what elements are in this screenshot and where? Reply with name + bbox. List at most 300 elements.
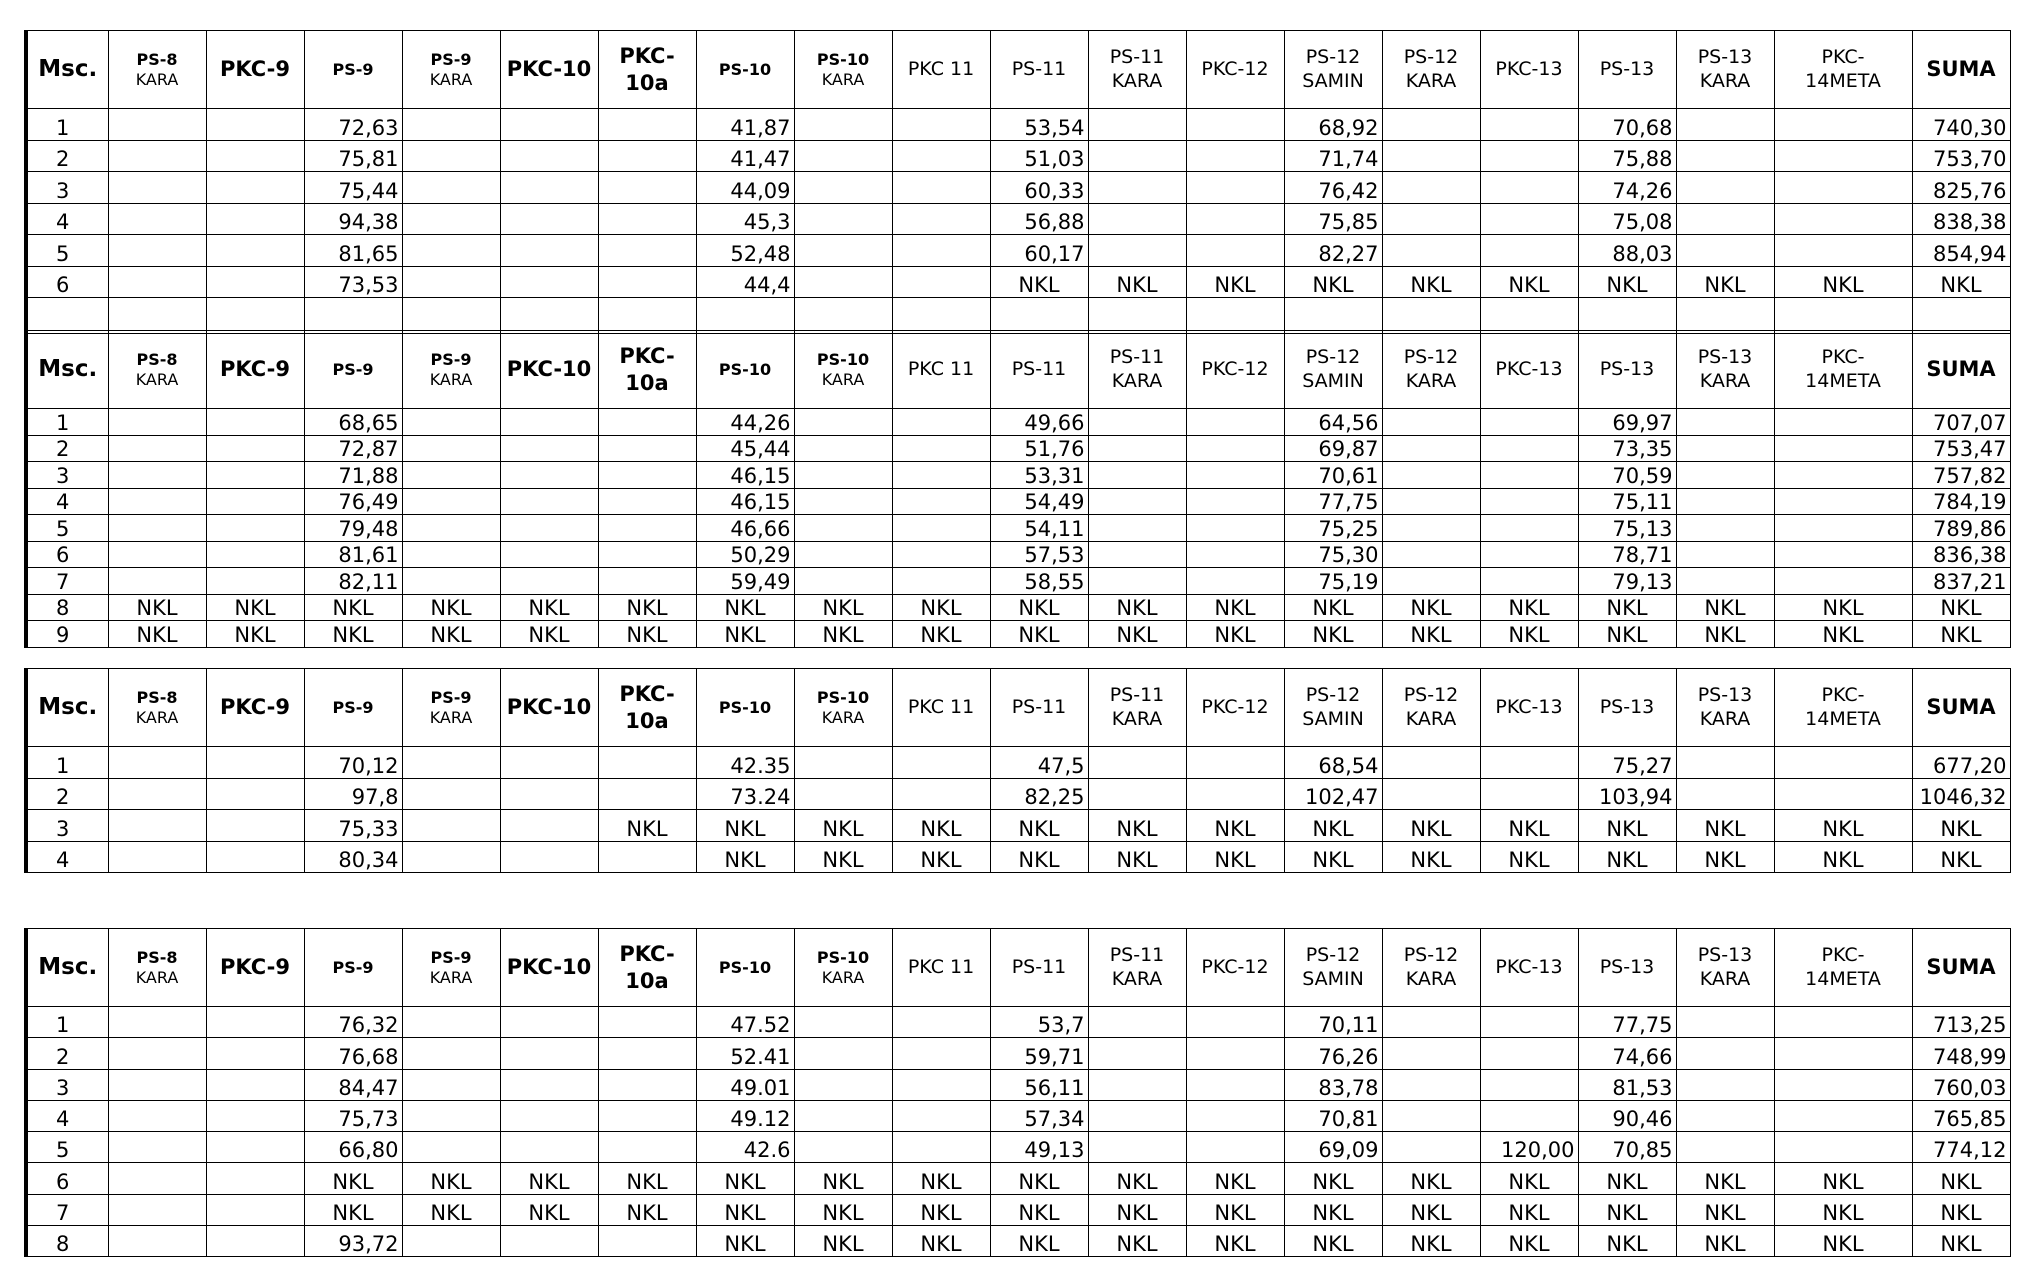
table-cell <box>892 515 990 542</box>
column-header-line2: 14META <box>1805 69 1881 92</box>
table-cell: NKL <box>696 810 794 842</box>
table-cell <box>1480 462 1578 489</box>
table-cell <box>598 541 696 568</box>
table-cell <box>108 1100 206 1131</box>
table-cell <box>402 515 500 542</box>
column-header-line1: PS-12 <box>1403 45 1459 68</box>
table-cell: 70,12 <box>304 747 402 779</box>
table-cell: 836,38 <box>1912 541 2010 568</box>
table-cell: 82,11 <box>304 568 402 595</box>
table-cell: NKL <box>1186 1226 1284 1257</box>
table-cell: 82,27 <box>1284 235 1382 267</box>
table-cell <box>1186 488 1284 515</box>
table-cell: NKL <box>402 1194 500 1225</box>
column-header <box>892 331 990 409</box>
table-cell <box>1774 203 1912 235</box>
table-cell: 677,20 <box>1912 747 2010 779</box>
table-cell <box>892 568 990 595</box>
table-cell <box>794 172 892 204</box>
table-cell <box>1088 1007 1186 1038</box>
table-cell <box>1774 1069 1912 1100</box>
table-body <box>26 109 2010 334</box>
table-cell: NKL <box>990 1226 1088 1257</box>
table-cell <box>1088 1100 1186 1131</box>
table-cell <box>1774 109 1912 141</box>
table-cell: 46,15 <box>696 462 794 489</box>
table-cell: NKL <box>1284 810 1382 842</box>
blank-cell <box>1284 298 1382 334</box>
row-number: 1 <box>26 747 108 779</box>
column-header-line2: KARA <box>135 369 179 389</box>
table-cell <box>1088 172 1186 204</box>
table-cell <box>1186 515 1284 542</box>
table-cell: NKL <box>1186 594 1284 621</box>
table-cell <box>794 1100 892 1131</box>
column-header-line1: PKC-9 <box>220 695 290 720</box>
column-header-line1: PS-9 <box>332 697 374 717</box>
table-row <box>26 435 2010 462</box>
table-cell: NKL <box>598 1194 696 1225</box>
table-cell <box>1676 435 1774 462</box>
table-cell: NKL <box>794 621 892 648</box>
table-cell <box>1774 541 1912 568</box>
table-body <box>26 747 2010 873</box>
table-cell <box>598 1226 696 1257</box>
table-cell <box>1774 435 1912 462</box>
table-row <box>26 594 2010 621</box>
column-header <box>304 669 402 747</box>
blank-cell <box>26 298 108 334</box>
table-cell: 51,76 <box>990 435 1088 462</box>
column-header-line1: SUMA <box>1926 695 1996 720</box>
table-cell <box>1382 140 1480 172</box>
table-cell: NKL <box>304 1194 402 1225</box>
table-cell: 46,66 <box>696 515 794 542</box>
table-cell: NKL <box>1088 594 1186 621</box>
table-cell: NKL <box>206 594 304 621</box>
column-header <box>696 669 794 747</box>
table-cell: 71,88 <box>304 462 402 489</box>
table-cell <box>500 1100 598 1131</box>
table-cell <box>892 747 990 779</box>
table-cell <box>1382 203 1480 235</box>
table-cell <box>108 462 206 489</box>
table-row <box>26 1069 2010 1100</box>
column-header-line1: PS-12 <box>1305 943 1361 966</box>
table-cell: NKL <box>206 621 304 648</box>
column-header <box>1088 929 1186 1007</box>
table-cell <box>1382 409 1480 436</box>
blank-cell <box>1912 298 2010 334</box>
table-cell: NKL <box>1774 1194 1912 1225</box>
table-cell: 70,59 <box>1578 462 1676 489</box>
table-cell: 70,85 <box>1578 1132 1676 1163</box>
column-header-line1: PS-12 <box>1305 345 1361 368</box>
table-cell <box>206 1194 304 1225</box>
column-header <box>990 669 1088 747</box>
column-header <box>1774 669 1912 747</box>
table-cell: NKL <box>1774 1226 1912 1257</box>
header-row <box>26 31 2010 109</box>
table-cell <box>1088 462 1186 489</box>
column-header <box>26 929 108 1007</box>
table-cell <box>1088 488 1186 515</box>
column-header <box>1284 669 1382 747</box>
table-cell: NKL <box>1480 841 1578 873</box>
table-cell <box>892 266 990 298</box>
column-header-line2: KARA <box>1405 369 1457 392</box>
table-cell: 837,21 <box>1912 568 2010 595</box>
table-cell: 102,47 <box>1284 778 1382 810</box>
column-header-line2: KARA <box>1699 369 1751 392</box>
table-cell <box>402 462 500 489</box>
table-cell: 83,78 <box>1284 1069 1382 1100</box>
column-header-line1: Msc. <box>38 356 98 383</box>
table-cell <box>892 778 990 810</box>
table-cell <box>1774 515 1912 542</box>
table-cell: NKL <box>696 594 794 621</box>
row-number: 4 <box>26 841 108 873</box>
column-header <box>1912 31 2010 109</box>
table-cell <box>108 1069 206 1100</box>
column-header-line2: KARA <box>135 69 179 89</box>
column-header-line2: KARA <box>1699 707 1751 730</box>
table-cell <box>1480 778 1578 810</box>
table-cell: NKL <box>304 1163 402 1194</box>
table-cell: NKL <box>1186 621 1284 648</box>
table-cell <box>598 1007 696 1038</box>
table-cell: 753,47 <box>1912 435 2010 462</box>
row-number: 9 <box>26 621 108 648</box>
column-header-line1: PKC-10 <box>506 57 592 82</box>
table-cell <box>402 435 500 462</box>
table-cell: 75,44 <box>304 172 402 204</box>
table-cell <box>402 140 500 172</box>
table-cell: 76,26 <box>1284 1038 1382 1069</box>
table-cell: NKL <box>1912 1194 2010 1225</box>
column-header-line2: KARA <box>1111 369 1163 392</box>
table-cell: NKL <box>1382 1226 1480 1257</box>
table-cell: NKL <box>1578 621 1676 648</box>
table-cell: 75,73 <box>304 1100 402 1131</box>
column-header-line1: PS-11 <box>1011 695 1067 718</box>
table-cell: NKL <box>1912 841 2010 873</box>
table-row <box>26 172 2010 204</box>
table-cell <box>108 541 206 568</box>
table-cell <box>402 778 500 810</box>
column-header-line1: Msc. <box>38 954 98 981</box>
table-cell <box>1676 515 1774 542</box>
table-cell <box>1480 140 1578 172</box>
table-cell <box>1676 1132 1774 1163</box>
table-cell: 57,53 <box>990 541 1088 568</box>
column-header-line1: PS-10 <box>816 948 870 968</box>
table-cell: 707,07 <box>1912 409 2010 436</box>
column-header <box>990 929 1088 1007</box>
table-cell <box>794 488 892 515</box>
table-cell <box>794 1038 892 1069</box>
column-header-line2: 14META <box>1805 707 1881 730</box>
table-cell <box>892 409 990 436</box>
row-number: 1 <box>26 409 108 436</box>
table-cell <box>1088 1038 1186 1069</box>
row-number: 5 <box>26 515 108 542</box>
column-header-line2: KARA <box>1699 69 1751 92</box>
table-cell: NKL <box>402 621 500 648</box>
table-cell <box>500 1132 598 1163</box>
table-cell: NKL <box>1912 594 2010 621</box>
table-cell: NKL <box>1676 810 1774 842</box>
header-row <box>26 331 2010 409</box>
column-header <box>598 331 696 409</box>
column-header <box>1088 669 1186 747</box>
table-cell: NKL <box>990 1163 1088 1194</box>
table-cell: NKL <box>990 1194 1088 1225</box>
column-header <box>794 331 892 409</box>
column-header-line1: PS-10 <box>816 688 870 708</box>
column-header <box>990 331 1088 409</box>
column-header-line2: KARA <box>135 967 179 987</box>
table-cell: NKL <box>1088 1194 1186 1225</box>
column-header-line1: PS-10 <box>816 350 870 370</box>
table-cell: NKL <box>1774 621 1912 648</box>
table-cell <box>598 1069 696 1100</box>
table-cell: NKL <box>892 810 990 842</box>
table-cell <box>1676 140 1774 172</box>
table-cell: 70,11 <box>1284 1007 1382 1038</box>
table-cell <box>892 1038 990 1069</box>
table-cell <box>500 1226 598 1257</box>
table-cell <box>1480 409 1578 436</box>
row-number: 3 <box>26 810 108 842</box>
table-cell: 88,03 <box>1578 235 1676 267</box>
table-cell <box>1382 109 1480 141</box>
table-cell: NKL <box>794 1163 892 1194</box>
table-cell <box>500 515 598 542</box>
column-header <box>206 31 304 109</box>
column-header <box>108 331 206 409</box>
table-cell: 59,49 <box>696 568 794 595</box>
table-cell: NKL <box>892 621 990 648</box>
table-cell <box>1088 541 1186 568</box>
table-cell: 47,5 <box>990 747 1088 779</box>
column-header <box>1676 929 1774 1007</box>
table-cell: 45,44 <box>696 435 794 462</box>
table-cell: 75,33 <box>304 810 402 842</box>
table-cell: NKL <box>1284 1194 1382 1225</box>
results-table-1 <box>24 30 2011 334</box>
table-cell <box>206 1069 304 1100</box>
table-cell: NKL <box>1088 1226 1186 1257</box>
column-header-line1: PS-10 <box>718 697 772 717</box>
table-cell <box>1382 235 1480 267</box>
blank-cell <box>794 298 892 334</box>
table-cell <box>402 1226 500 1257</box>
column-header-line2: 14META <box>1805 369 1881 392</box>
column-header-line1: PKC 11 <box>907 357 975 380</box>
blank-cell <box>1676 298 1774 334</box>
table-cell: 49,13 <box>990 1132 1088 1163</box>
table-cell <box>1382 435 1480 462</box>
table-cell: 54,11 <box>990 515 1088 542</box>
table-cell: 78,71 <box>1578 541 1676 568</box>
table-cell: NKL <box>1578 841 1676 873</box>
table-row <box>26 235 2010 267</box>
table-cell: 56,11 <box>990 1069 1088 1100</box>
column-header-line1: PS-9 <box>430 688 472 708</box>
table-cell <box>1480 235 1578 267</box>
column-header-line2: SAMIN <box>1302 707 1364 730</box>
column-header-line1: PS-8 <box>136 948 178 968</box>
table-cell <box>794 266 892 298</box>
table-cell <box>1186 1038 1284 1069</box>
blank-cell <box>304 298 402 334</box>
column-header <box>1186 331 1284 409</box>
table-cell <box>794 515 892 542</box>
column-header-line1: PKC-10 <box>506 955 592 980</box>
column-header-line1: PKC- <box>1821 345 1865 368</box>
column-header <box>1578 31 1676 109</box>
table-cell: NKL <box>1676 266 1774 298</box>
column-header-line1: PS-11 <box>1011 57 1067 80</box>
blank-cell <box>206 298 304 334</box>
column-header <box>1774 331 1912 409</box>
table-cell <box>794 1132 892 1163</box>
table-cell: NKL <box>1186 266 1284 298</box>
table-cell <box>794 462 892 489</box>
column-header-line2: KARA <box>1405 707 1457 730</box>
table-row <box>26 747 2010 779</box>
table-cell: NKL <box>1676 1163 1774 1194</box>
column-header <box>1186 929 1284 1007</box>
table-row <box>26 462 2010 489</box>
column-header-line1: PS-9 <box>332 957 374 977</box>
table-cell <box>1382 541 1480 568</box>
table-cell: NKL <box>1382 266 1480 298</box>
table-cell: 73,53 <box>304 266 402 298</box>
table-cell: NKL <box>990 266 1088 298</box>
table-cell: NKL <box>794 1226 892 1257</box>
table-cell <box>1774 1100 1912 1131</box>
table-cell: 825,76 <box>1912 172 2010 204</box>
table-cell <box>206 462 304 489</box>
table-cell: NKL <box>696 1194 794 1225</box>
table-cell: NKL <box>1480 1194 1578 1225</box>
table-cell <box>206 568 304 595</box>
table-cell: 73.24 <box>696 778 794 810</box>
table-cell: 784,19 <box>1912 488 2010 515</box>
column-header <box>1284 331 1382 409</box>
table-cell: 75,13 <box>1578 515 1676 542</box>
table-cell <box>1774 1132 1912 1163</box>
results-table-3 <box>24 668 2011 873</box>
table-cell: NKL <box>1480 810 1578 842</box>
table-cell: 56,88 <box>990 203 1088 235</box>
table-cell <box>402 1038 500 1069</box>
column-header <box>696 331 794 409</box>
table-cell: 51,03 <box>990 140 1088 172</box>
column-header-line2: SAMIN <box>1302 369 1364 392</box>
column-header-line1: PS-8 <box>136 688 178 708</box>
column-header-line1: PS-13 <box>1599 695 1655 718</box>
table-cell <box>1186 1132 1284 1163</box>
table-cell <box>892 488 990 515</box>
table-cell <box>1186 203 1284 235</box>
table-cell: NKL <box>1382 1194 1480 1225</box>
blank-cell <box>1480 298 1578 334</box>
column-header <box>402 669 500 747</box>
table-cell <box>892 172 990 204</box>
table-cell <box>1186 172 1284 204</box>
column-header-line1: PKC-12 <box>1201 57 1269 80</box>
table-cell: NKL <box>1186 841 1284 873</box>
table-cell: 73,35 <box>1578 435 1676 462</box>
table-cell <box>1186 541 1284 568</box>
table-cell <box>1480 435 1578 462</box>
table-cell: 72,63 <box>304 109 402 141</box>
table-cell: 57,34 <box>990 1100 1088 1131</box>
table-row <box>26 541 2010 568</box>
table-cell <box>500 435 598 462</box>
table-cell: 45,3 <box>696 203 794 235</box>
table-cell <box>500 203 598 235</box>
table-cell <box>1676 1007 1774 1038</box>
column-header <box>1088 31 1186 109</box>
column-header-line1: PS-13 <box>1599 357 1655 380</box>
table-cell <box>1186 140 1284 172</box>
table-cell <box>500 541 598 568</box>
table-cell: NKL <box>1912 266 2010 298</box>
table-cell <box>108 140 206 172</box>
table-cell <box>1186 747 1284 779</box>
table-cell: 54,49 <box>990 488 1088 515</box>
column-header-line1: PS-12 <box>1305 45 1361 68</box>
table-cell <box>1480 515 1578 542</box>
table-cell: 64,56 <box>1284 409 1382 436</box>
table-cell: 854,94 <box>1912 235 2010 267</box>
table-cell <box>206 266 304 298</box>
table-cell <box>1480 109 1578 141</box>
column-header <box>1578 929 1676 1007</box>
column-header-line1: PKC 11 <box>907 57 975 80</box>
table-cell: 74,26 <box>1578 172 1676 204</box>
table-cell <box>1676 1100 1774 1131</box>
column-header-line1: PKC-12 <box>1201 357 1269 380</box>
table-cell <box>1480 488 1578 515</box>
header-row <box>26 929 2010 1007</box>
table-cell <box>108 810 206 842</box>
table-cell: NKL <box>1578 266 1676 298</box>
table-cell: 59,71 <box>990 1038 1088 1069</box>
table-cell <box>794 435 892 462</box>
column-header-line1: PKC 11 <box>907 695 975 718</box>
column-header <box>1480 929 1578 1007</box>
table-cell: 69,87 <box>1284 435 1382 462</box>
table-cell <box>1186 778 1284 810</box>
table-cell <box>206 1132 304 1163</box>
blank-cell <box>1382 298 1480 334</box>
table-cell <box>794 541 892 568</box>
row-number: 2 <box>26 435 108 462</box>
table-cell: 70,68 <box>1578 109 1676 141</box>
blank-cell <box>990 298 1088 334</box>
table-cell: 76,49 <box>304 488 402 515</box>
table-cell <box>108 172 206 204</box>
table-cell <box>500 841 598 873</box>
table-cell: NKL <box>1912 1226 2010 1257</box>
column-header-line1: SUMA <box>1926 357 1996 382</box>
table-cell: NKL <box>892 1163 990 1194</box>
